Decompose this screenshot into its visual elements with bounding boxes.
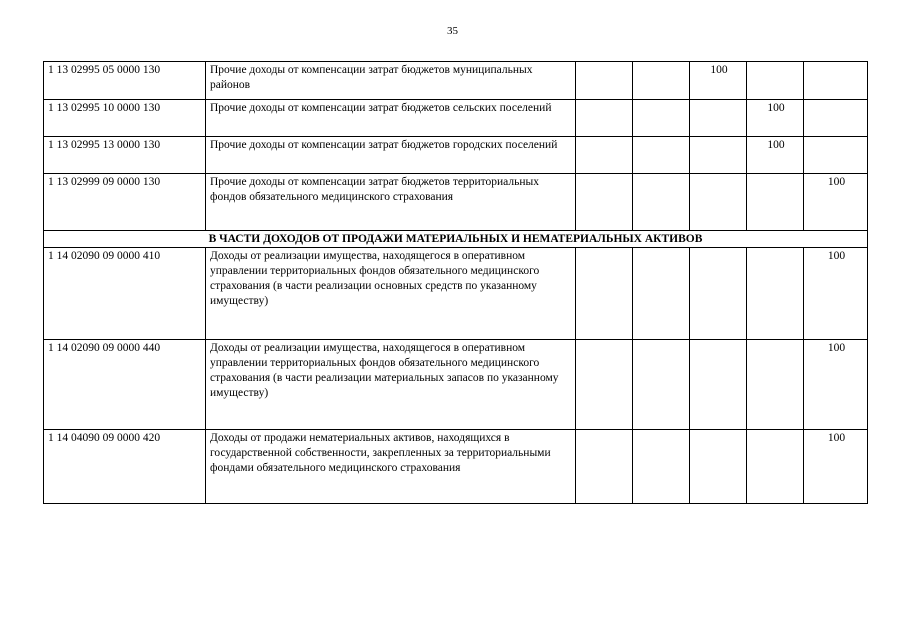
description-cell: Прочие доходы от компенсации затрат бюджетов городских поселений	[206, 137, 576, 174]
value-cell	[690, 248, 747, 340]
value-cell: 100	[804, 340, 868, 430]
budget-code-cell: 1 13 02995 13 0000 130	[44, 137, 206, 174]
budget-code-cell: 1 13 02999 09 0000 130	[44, 174, 206, 231]
table-row	[44, 62, 868, 100]
table-row	[44, 248, 868, 340]
table-row	[44, 137, 868, 174]
description-cell: Прочие доходы от компенсации затрат бюджетов сельских поселений	[206, 100, 576, 137]
value-cell	[690, 100, 747, 137]
value-cell	[633, 430, 690, 504]
budget-code-cell: 1 14 04090 09 0000 420	[44, 430, 206, 504]
value-cell	[747, 62, 804, 100]
value-cell	[690, 340, 747, 430]
value-cell: 100	[747, 100, 804, 137]
value-cell	[747, 174, 804, 231]
value-cell	[633, 62, 690, 100]
table-row	[44, 100, 868, 137]
value-cell: 100	[804, 430, 868, 504]
page-number: 35	[447, 25, 458, 37]
value-cell	[804, 62, 868, 100]
value-cell	[747, 430, 804, 504]
value-cell	[633, 340, 690, 430]
value-cell	[690, 137, 747, 174]
description-cell: Доходы от реализации имущества, находящегося в оперативном управлении территориальных фондов обязательного медицинского страхования (в части реализации материальных запасов по указанному имуществу)	[206, 340, 576, 430]
value-cell	[576, 174, 633, 231]
value-cell	[576, 62, 633, 100]
value-cell	[576, 340, 633, 430]
revenue-distribution-table	[43, 61, 868, 504]
section-heading-row	[44, 231, 868, 248]
value-cell	[804, 100, 868, 137]
value-cell	[690, 174, 747, 231]
table-row	[44, 340, 868, 430]
value-cell: 100	[690, 62, 747, 100]
value-cell	[633, 137, 690, 174]
budget-code-cell: 1 14 02090 09 0000 410	[44, 248, 206, 340]
value-cell: 100	[804, 174, 868, 231]
budget-code-cell: 1 14 02090 09 0000 440	[44, 340, 206, 430]
section-heading: В ЧАСТИ ДОХОДОВ ОТ ПРОДАЖИ МАТЕРИАЛЬНЫХ И НЕМАТЕРИАЛЬНЫХ АКТИВОВ	[44, 231, 868, 248]
table-row	[44, 174, 868, 231]
value-cell	[690, 430, 747, 504]
description-cell: Прочие доходы от компенсации затрат бюджетов муниципальных районов	[206, 62, 576, 100]
description-cell: Доходы от реализации имущества, находящегося в оперативном управлении территориальных фондов обязательного медицинского страхования (в части реализации основных средств по указанному имуществу)	[206, 248, 576, 340]
value-cell	[576, 430, 633, 504]
budget-code-cell: 1 13 02995 10 0000 130	[44, 100, 206, 137]
value-cell	[576, 100, 633, 137]
budget-code-cell: 1 13 02995 05 0000 130	[44, 62, 206, 100]
value-cell	[576, 137, 633, 174]
value-cell	[747, 248, 804, 340]
value-cell: 100	[747, 137, 804, 174]
table-row	[44, 430, 868, 504]
description-cell: Доходы от продажи нематериальных активов, находящихся в государственной собственности, закрепленных за территориальными фондами обязательного медицинского страхования	[206, 430, 576, 504]
value-cell	[747, 340, 804, 430]
value-cell	[633, 100, 690, 137]
value-cell	[804, 137, 868, 174]
value-cell: 100	[804, 248, 868, 340]
value-cell	[576, 248, 633, 340]
value-cell	[633, 174, 690, 231]
value-cell	[633, 248, 690, 340]
description-cell: Прочие доходы от компенсации затрат бюджетов территориальных фондов обязательного медицинского страхования	[206, 174, 576, 231]
